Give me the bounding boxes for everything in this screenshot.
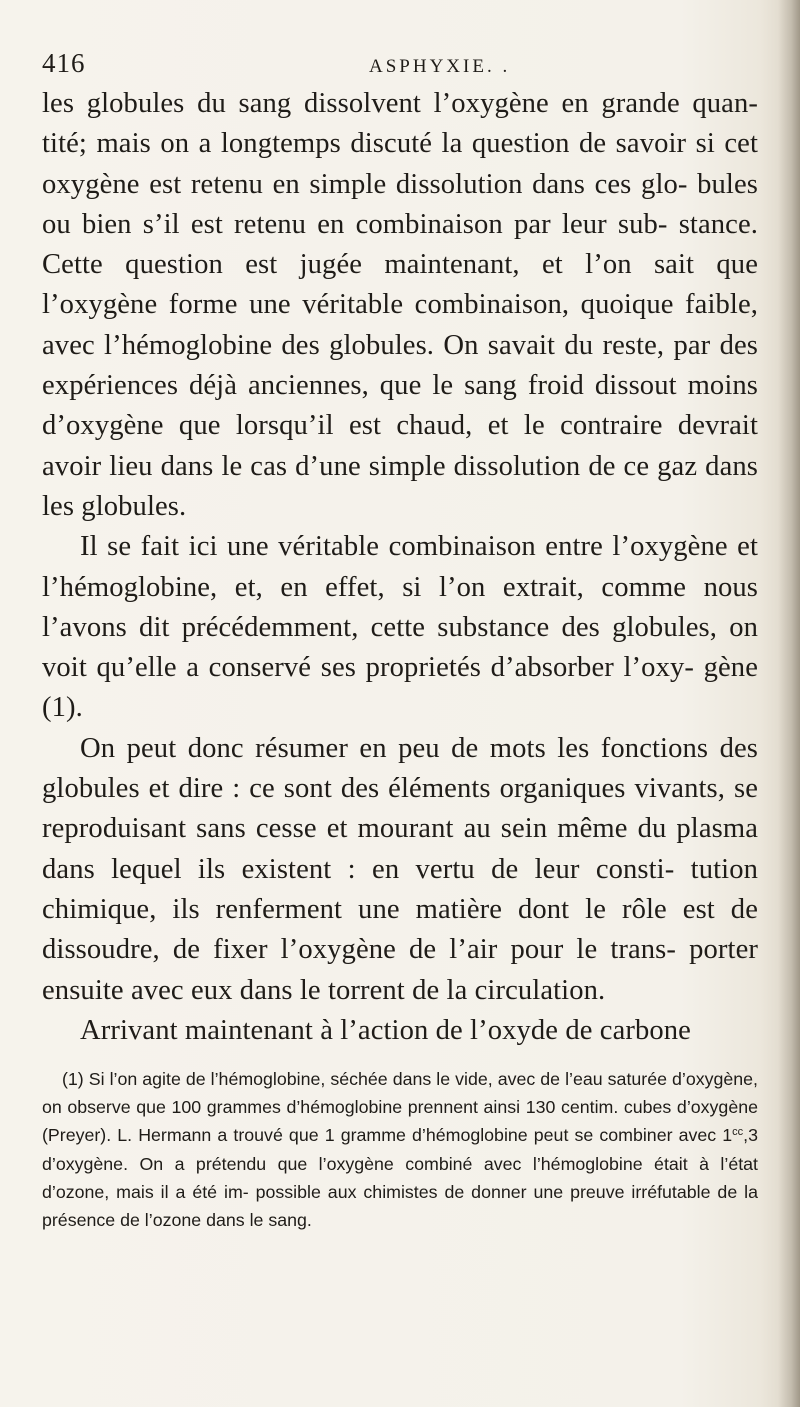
footnote-text-start: (1) Si l’on agite de l’hémoglobine, séchée dans le vide, avec de l’eau saturée d’oxygène, on observe que 100 grammes d’hémoglobine prennent ainsi 130 centim. cubes d’oxygène (Preyer). L. Hermann a trouvé que 1 gramme d’hémoglobine peut se combiner avec 1: [42, 1069, 758, 1146]
page-edge-shadow: [778, 0, 800, 1407]
body-text: [42, 84, 758, 1051]
paragraph-4: Arrivant maintenant à l’action de l’oxyde de carbone: [80, 1014, 691, 1046]
footnote: [42, 1065, 758, 1234]
page-header: [42, 48, 742, 88]
paragraph-3: On peut donc résumer en peu de mots les fonctions des globules et dire : ce sont des éléments organiques vivants, se reproduisant sans cesse et mourant au sein même du plasma dans lequel ils existent : en vertu de leur consti- tution chimique, ils renferment une matière dont le rôle est de dissoudre, de fixer l’oxygène de l’air pour le trans- porter ensuite avec eux dans le torrent de la circulation.: [42, 732, 758, 1006]
footnote-text-end: ,3 d’oxygène. On a prétendu que l’oxygène combiné avec l’hémoglobine était à l’état d’ozone, mais il a été im- possible aux chimistes de donner une preuve irréfutable de la présence de l’ozone dans le sang.: [42, 1125, 758, 1231]
paragraph-2: Il se fait ici une véritable combinaison entre l’oxygène et l’hémoglobine, et, en effet, si l’on extrait, comme nous l’avons dit précédemment, cette substance des globules, on voit qu’elle a conservé ses proprietés d’absorber l’oxy- gène (1).: [42, 531, 758, 724]
running-title: ASPHYXIE. .: [369, 56, 511, 77]
footnote-superscript: cc: [732, 1126, 744, 1139]
paragraph-1: les globules du sang dissolvent l’oxygène en grande quan- tité; mais on a longtemps discuté la question de savoir si cet oxygène est retenu en simple dissolution dans ces glo- bules ou bien s’il est retenu en combinaison par leur sub- stance. Cette question est jugée maintenant, et l’on sait que l’oxygène forme une véritable combinaison, quoique faible, avec l’hémoglobine des globules. On savait du reste, par des expériences déjà anciennes, que le sang froid dissout moins d’oxygène que lorsqu’il est chaud, et le contraire devrait avoir lieu dans le cas d’une simple dissolution de ce gaz dans les globules.: [42, 88, 758, 522]
page-number: 416: [42, 48, 86, 78]
